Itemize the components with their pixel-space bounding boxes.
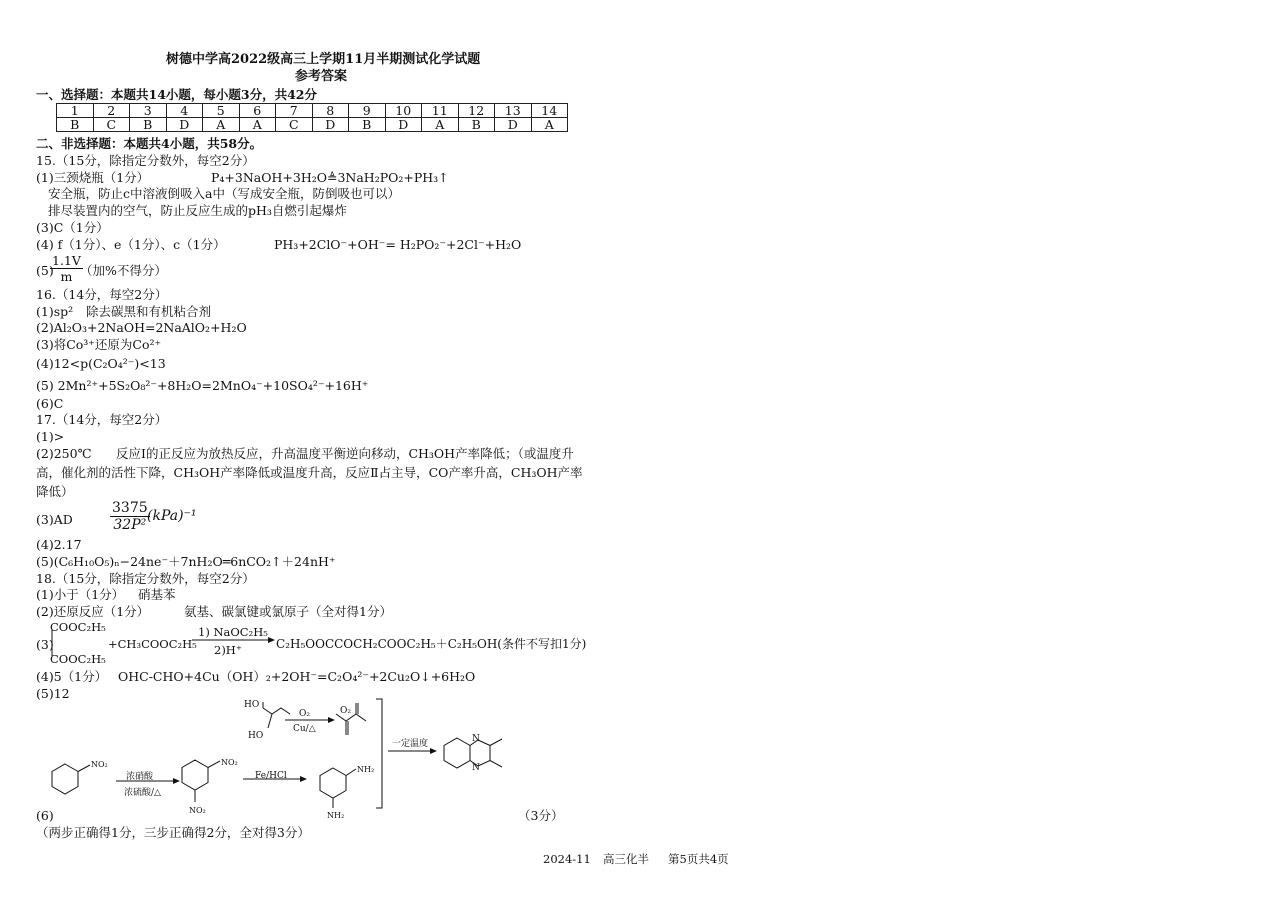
mc-answer: D [495, 118, 532, 132]
benzene-ring [320, 768, 346, 798]
oxidant-label: O₂ [299, 709, 310, 719]
q18-answer-4-equation: OHC-CHO+4Cu（OH）₂+2OH⁻=C₂O₄²⁻+2Cu₂O↓+6H₂O [118, 669, 476, 684]
mc-answer: A [239, 118, 276, 132]
quinoxaline-n-top: N [472, 734, 480, 744]
mc-answer: B [349, 118, 386, 132]
q17-answer-2-label: (2)250℃ [36, 446, 92, 461]
benzene-ring [52, 764, 78, 794]
q16-header: 16.（14分，每空2分） [36, 287, 168, 302]
mc-answer-row [57, 118, 568, 132]
q16-answer-1-label: (1)sp² [36, 304, 74, 319]
mc-answer: C [276, 118, 313, 132]
q18-answer-3-condition-1: 1) NaOC₂H₅ [198, 625, 268, 639]
mc-number: 14 [531, 104, 568, 118]
diol-hydroxyl-top: HO [244, 700, 260, 710]
page-subtitle: 参考答案 [295, 69, 348, 84]
fraction-numerator: 1.1V [52, 253, 81, 268]
q18-answer-5: (5)12 [36, 686, 70, 701]
quinoxaline-n-bottom: N [472, 763, 480, 773]
mc-number: 12 [458, 104, 495, 118]
mc-number: 3 [130, 104, 167, 118]
q15-answer-1-line2: 安全瓶，防止c中溶液倒吸入a中（写成安全瓶，防倒吸也可以） [48, 186, 400, 201]
mc-number-row [57, 104, 568, 118]
synthesis-scheme [0, 0, 1, 1]
nitric-acid-label: 浓硝酸 [126, 772, 154, 782]
footer-page-number: 第5页共4页 [668, 852, 729, 866]
mc-number: 10 [385, 104, 422, 118]
mc-answer-table [56, 103, 568, 132]
mc-answer: B [130, 118, 167, 132]
q17-answer-1: (1)> [36, 429, 65, 444]
sulfuric-acid-label: 浓硫酸/△ [124, 788, 161, 798]
benzene-ring [444, 738, 470, 768]
mc-number: 6 [239, 104, 276, 118]
q17-answer-3-fraction [110, 500, 150, 533]
mc-number: 8 [312, 104, 349, 118]
q16-answer-1-text: 除去碳黑和有机粘合剂 [86, 304, 212, 319]
mc-number: 1 [57, 104, 94, 118]
q17-answer-2-line2: 高，催化剂的活性下降，CH₃OH产率降低或温度升高，反应Ⅱ占主导，CO产率升高，CH₃OH产率 [36, 465, 583, 480]
q16-answer-3: (3)将Co³⁺还原为Co²⁺ [36, 337, 162, 352]
mc-number: 2 [93, 104, 130, 118]
fraction-numerator: 3375 [112, 500, 148, 516]
mc-answer: D [385, 118, 422, 132]
footer-course: 高三化半 [603, 852, 649, 866]
mc-answer: D [312, 118, 349, 132]
q18-answer-1-label: (1)小于（1分） [36, 587, 125, 602]
section1-heading: 一、选择题：本题共14小题，每小题3分，共42分 [36, 87, 317, 102]
q16-answer-6: (6)C [36, 396, 64, 411]
q15-answer-4-equation: PH₃+2ClO⁻+OH⁻= H₂PO₂⁻+2Cl⁻+H₂O [274, 237, 522, 252]
q15-answer-3: (3)C（1分） [36, 220, 109, 235]
q17-answer-4: (4)2.17 [36, 537, 82, 552]
q18-answer-2-label: (2)还原反应（1分） [36, 604, 150, 619]
q18-answer-4-label: (4)5（1分） [36, 669, 108, 684]
q15-answer-1-label: (1)三颈烧瓶（1分） [36, 170, 150, 185]
q17-answer-2-line1: 反应Ⅰ的正反应为放热反应，升高温度平衡逆向移动，CH₃OH产率降低；（或温度升 [116, 446, 574, 461]
q17-header: 17.（14分，每空2分） [36, 412, 168, 427]
q15-answer-5-fraction [50, 253, 83, 284]
mc-number: 9 [349, 104, 386, 118]
q18-answer-3-ester-top: COOC₂H₅ [50, 620, 106, 634]
mc-answer: B [458, 118, 495, 132]
ketone-oxygen-top: O₂ [340, 706, 351, 716]
q18-answer-3-ester-bottom: COOC₂H₅ [50, 652, 106, 666]
catalyst-label: Cu/△ [293, 724, 316, 734]
q18-answer-6-points: （3分） [518, 808, 564, 823]
mc-answer: A [422, 118, 459, 132]
nitro-group-label: NO₂ [189, 806, 206, 815]
q15-answer-5-label: (5) [36, 263, 54, 278]
temperature-label: 一定温度 [392, 739, 429, 749]
page-title: 树德中学高2022级高三上学期11月半期测试化学试题 [166, 52, 481, 67]
q18-answer-3-product: C₂H₅OOCCOCH₂COOC₂H₅＋C₂H₅OH(条件不写扣1分) [276, 637, 587, 651]
reductant-label: Fe/HCl [255, 771, 287, 781]
mc-answer: C [93, 118, 130, 132]
mc-number: 4 [166, 104, 203, 118]
q16-answer-4: (4)12<p(C₂O₄²⁻)<13 [36, 356, 166, 371]
q18-answer-6-note: （两步正确得1分，三步正确得2分，全对得3分） [36, 825, 310, 840]
q15-answer-1-equation: P₄+3NaOH+3H₂O≜3NaH₂PO₂+PH₃↑ [211, 170, 449, 185]
q16-answer-5: (5) 2Mn²⁺+5S₂O₈²⁻+8H₂O=2MnO₄⁻+10SO₄²⁻+16H⁺ [36, 378, 369, 393]
q15-answer-4-label: (4) f（1分）、e（1分）、c（1分） [36, 237, 226, 252]
q17-answer-5: (5)(C₆H₁₀O₅)ₙ−24ne⁻＋7nH₂O═6nCO₂↑＋24nH⁺ [36, 554, 336, 569]
amino-group-label: NH₂ [357, 765, 375, 774]
q15-header: 15.（15分，除指定分数外，每空2分） [36, 153, 255, 168]
q18-answer-2-text: 氨基、碳氯键或氯原子（全对得1分） [184, 604, 392, 619]
amino-group-label: NH₂ [327, 811, 345, 820]
q18-answer-6-label: (6) [36, 808, 54, 823]
q18-answer-1-text: 硝基苯 [138, 587, 176, 602]
mc-number: 11 [422, 104, 459, 118]
mc-answer: A [203, 118, 240, 132]
section2-heading: 二、非选择题：本题共4小题，共58分。 [36, 136, 263, 151]
mc-number: 7 [276, 104, 313, 118]
benzene-ring [182, 760, 208, 790]
q18-answer-3-label: (3) [36, 637, 54, 652]
mc-answer: B [57, 118, 94, 132]
mc-number: 13 [495, 104, 532, 118]
q18-answer-3-reactant2: +CH₃COOC₂H₅ [108, 637, 197, 651]
fraction-denominator: m [60, 269, 73, 284]
q17-answer-3-unit: (kPa)⁻¹ [147, 508, 197, 524]
q17-answer-2-line3: 降低） [36, 484, 74, 499]
q18-answer-3-condition-2: 2)H⁺ [214, 643, 242, 657]
q16-answer-2: (2)Al₂O₃+2NaOH=2NaAlO₂+H₂O [36, 320, 247, 335]
q17-answer-3-label: (3)AD [36, 512, 73, 527]
mc-number: 5 [203, 104, 240, 118]
q15-answer-5-note: （加%不得分） [80, 263, 167, 278]
footer-date: 2024-11 [543, 852, 591, 866]
diol-hydroxyl-bottom: HO [248, 731, 264, 741]
q18-header: 18.（15分，除指定分数外，每空2分） [36, 571, 255, 586]
nitro-group-label: NO₂ [91, 760, 108, 769]
nitro-group-label: NO₂ [221, 758, 238, 767]
fraction-denominator: 32P² [113, 517, 147, 533]
mc-answer: D [166, 118, 203, 132]
q15-answer-1-line3: 排尽装置内的空气，防止反应生成的pH₃自燃引起爆炸 [48, 203, 347, 218]
mc-answer: A [531, 118, 568, 132]
